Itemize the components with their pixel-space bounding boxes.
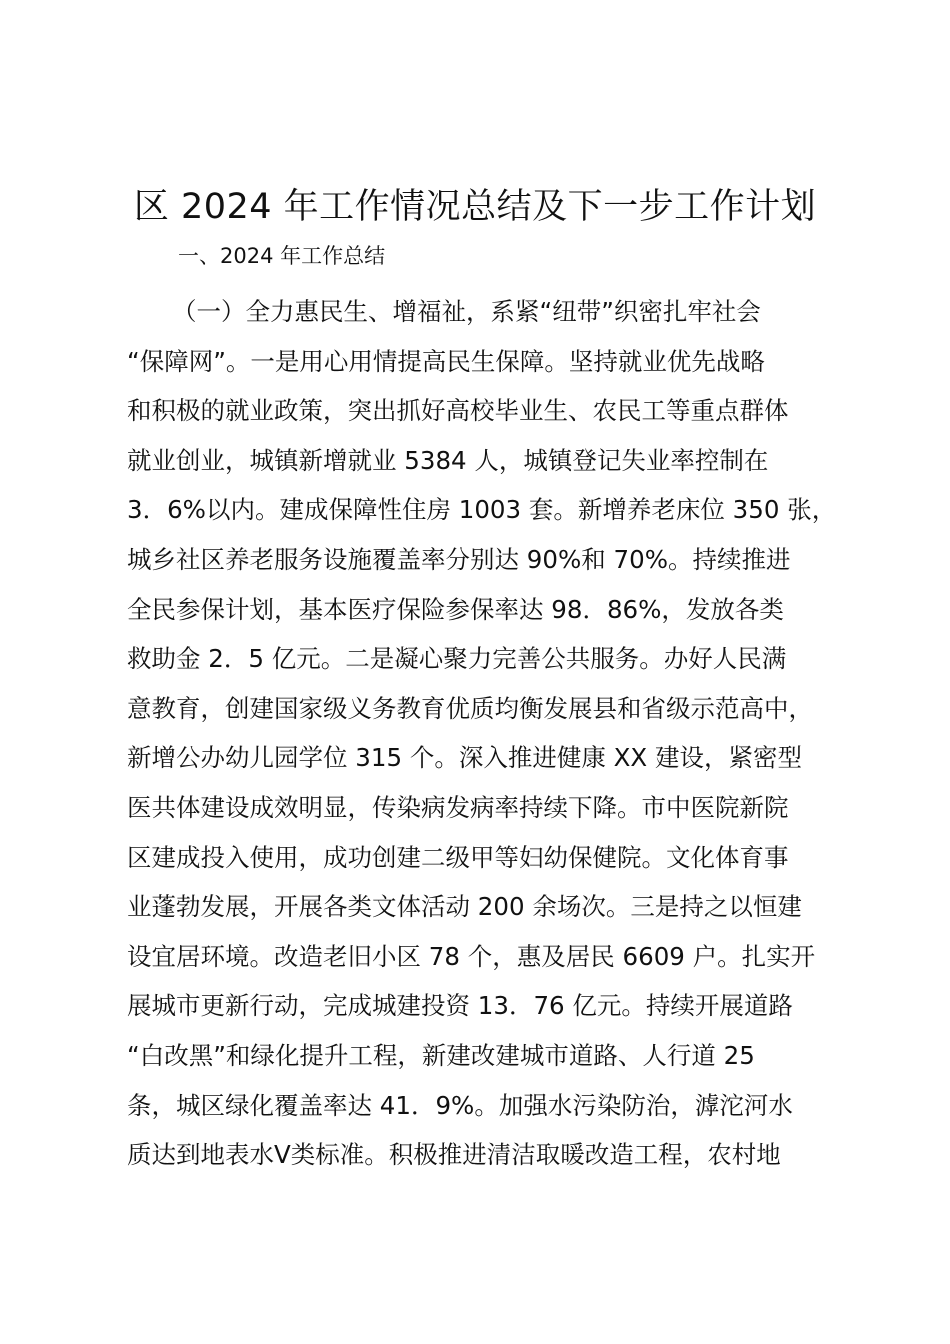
body-line: 3．6%以内。建成保障性住房 1003 套。新增养老床位 350 张， [127,495,837,525]
body-line: 意教育，创建国家级义务教育优质均衡发展县和省级示范高中， [127,693,813,723]
body-line: 就业创业，城镇新增就业 5384 人，城镇登记失业率控制在 [127,445,769,475]
body-text [127,287,862,1180]
body-line: 质达到地表水Ⅴ类标准。积极推进清洁取暖改造工程，农村地 [127,1140,781,1170]
body-line: 业蓬勃发展，开展各类文体活动 200 余场次。三是持之以恒建 [127,892,802,922]
body-line: 全民参保计划，基本医疗保险参保率达 98．86%，发放各类 [127,594,784,624]
body-line: 展城市更新行动，完成城建投资 13．76 亿元。持续开展道路 [127,991,793,1021]
body-line: 城乡社区养老服务设施覆盖率分别达 90%和 70%。持续推进 [127,544,791,574]
body-line: 设宜居环境。改造老旧小区 78 个，惠及居民 6609 户。扎实开 [127,941,816,971]
body-line: 新增公办幼儿园学位 315 个。深入推进健康 XX 建设，紧密型 [127,743,802,773]
body-line: （一）全力惠民生、增福祉，系紧“纽带”织密扎牢社会 [172,297,761,326]
body-line: 和积极的就业政策，突出抓好高校毕业生、农民工等重点群体 [127,396,789,426]
section-heading: 一、2024 年工作总结 [178,244,386,268]
body-line: 区建成投入使用，成功创建二级甲等妇幼保健院。文化体育事 [127,842,789,872]
document-title: 区 2024 年工作情况总结及下一步工作计划 [133,187,817,227]
body-line: 条，城区绿化覆盖率达 41．9%。加强水污染防治，滹沱河水 [127,1090,793,1120]
body-line: 救助金 2．5 亿元。二是凝心聚力完善公共服务。办好人民满 [127,644,787,674]
body-line: “保障网”。一是用心用情提高民生保障。坚持就业优先战略 [127,346,765,376]
body-line: “白改黑”和绿化提升工程，新建改建城市道路、人行道 25 [127,1040,755,1070]
body-line: 医共体建设成效明显，传染病发病率持续下降。市中医院新院 [127,792,789,822]
